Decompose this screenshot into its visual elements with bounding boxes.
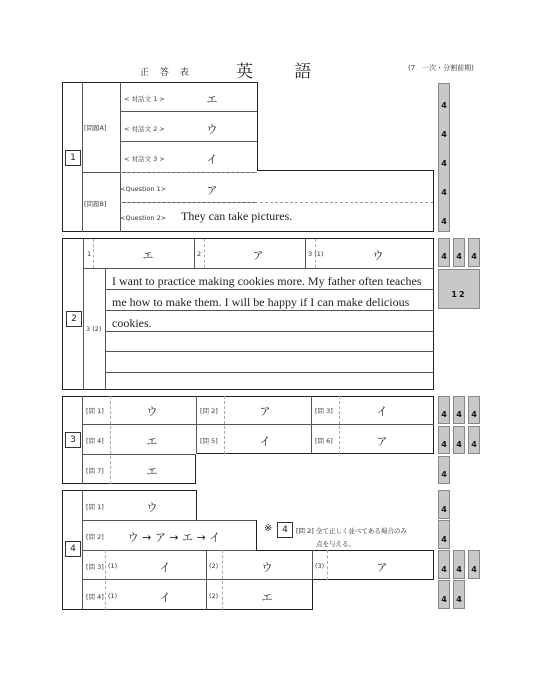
score-value: 12 — [451, 290, 467, 299]
q4-sub-label: (2) — [209, 562, 219, 570]
q4-label: [問 1] — [86, 503, 104, 511]
exam-info: (7 一次・分割前期) — [408, 64, 474, 72]
q1-answer-5: They can take pictures. — [181, 209, 293, 223]
q2-essay-line: cookies. — [112, 316, 152, 330]
q3-answer-2: ア — [259, 405, 271, 418]
q3-label: [問 3] — [315, 407, 333, 415]
q4-label: [問 3] — [86, 563, 104, 571]
q4-sub-label: (1) — [108, 592, 118, 600]
note-mark: ※ — [264, 523, 273, 534]
q2-answer-2: ア — [252, 249, 264, 262]
q3-label: [問 4] — [86, 437, 104, 445]
q2-row-label: 1 — [87, 250, 92, 258]
q3-score-cell — [453, 396, 465, 424]
q4-sub-label: (3) — [315, 562, 325, 570]
q3-score-cell — [438, 396, 450, 424]
note-text-line-2: 点を与える。 — [316, 540, 355, 548]
question-2-number: 2 — [66, 311, 82, 327]
question-3-block — [62, 396, 434, 484]
q1-answer-2: ウ — [206, 123, 218, 136]
score-value: 4 — [456, 595, 462, 604]
score-value: 4 — [456, 410, 462, 419]
score-value: 4 — [456, 440, 462, 449]
q2-essay-score-cell — [438, 269, 480, 309]
question-1-block — [62, 82, 434, 232]
q3-label: [問 6] — [315, 437, 333, 445]
score-value: 4 — [441, 440, 447, 449]
q2-answer-1: エ — [142, 249, 154, 262]
question-4-number: 4 — [65, 541, 81, 557]
score-value: 4 — [441, 188, 447, 197]
score-value: 4 — [471, 565, 477, 574]
q1-row-label: < 対話文 2 > — [124, 125, 165, 133]
q1-score-column — [438, 83, 450, 232]
q4-answer-4-1: イ — [159, 591, 171, 604]
q1-part-a-label: [問題A] — [84, 124, 107, 132]
score-value: 4 — [441, 130, 447, 139]
q4-answer-3-1: イ — [159, 561, 171, 574]
q4-answer-2: ウ → ア → エ → イ — [127, 531, 221, 544]
q3-score-cell — [438, 456, 450, 484]
q2-score-cell — [438, 238, 450, 267]
q4-score-cell — [438, 550, 450, 579]
q4-label: [問 4] — [86, 593, 104, 601]
q2-score-cell — [453, 238, 465, 267]
q2-row-label: 2 — [197, 250, 202, 258]
question-3-number: 3 — [65, 432, 81, 448]
q4-score-cell — [453, 550, 465, 579]
q4-score-cell — [438, 490, 450, 519]
score-value: 4 — [441, 101, 447, 110]
q4-score-cell — [468, 550, 480, 579]
q3-answer-7: エ — [146, 465, 158, 478]
q1-answer-3: イ — [206, 153, 218, 166]
q4-label: [問 2] — [86, 533, 104, 541]
q2-essay-line: me how to make them. I will be happy if I can make delicious — [112, 295, 410, 309]
question-4-block — [62, 490, 434, 610]
doc-type-label: 正 答 表 — [140, 68, 193, 78]
q4-answer-1: ウ — [146, 501, 158, 514]
score-value: 4 — [441, 505, 447, 514]
subject-title: 英 語 — [236, 62, 330, 82]
q2-essay-line: I want to practice making cookies more. My father often teaches — [112, 274, 422, 288]
q4-score-cell — [453, 580, 465, 609]
score-value: 4 — [441, 565, 447, 574]
q3-answer-6: ア — [376, 435, 388, 448]
score-value: 4 — [441, 595, 447, 604]
score-value: 4 — [441, 159, 447, 168]
q3-label: [問 7] — [86, 467, 104, 475]
question-1-number: 1 — [65, 150, 81, 166]
score-value: 4 — [471, 410, 477, 419]
q2-score-cell — [468, 238, 480, 267]
score-value: 4 — [471, 440, 477, 449]
q3-label: [問 2] — [200, 407, 218, 415]
q3-label: [問 5] — [200, 437, 218, 445]
score-value: 4 — [441, 535, 447, 544]
score-value: 4 — [456, 565, 462, 574]
q3-score-cell — [468, 426, 480, 454]
score-value: 4 — [471, 252, 477, 261]
q2-row-label: 3 (1) — [308, 250, 324, 258]
q4-answer-3-3: ア — [376, 561, 388, 574]
q1-row-label: <Question 2> — [120, 214, 167, 222]
q4-sub-label: (1) — [108, 562, 118, 570]
q3-answer-3: イ — [376, 405, 388, 418]
q1-answer-1: エ — [206, 93, 218, 106]
question-2-block — [62, 238, 434, 390]
q2-sub-label: 3 (2) — [86, 325, 102, 333]
q1-part-b-label: [問題B] — [84, 200, 107, 208]
score-value: 4 — [441, 252, 447, 261]
q4-score-cell — [438, 520, 450, 549]
score-value: 4 — [441, 410, 447, 419]
score-value: 4 — [441, 217, 447, 226]
q1-row-label: < 対話文 3 > — [124, 155, 165, 163]
q2-answer-3-1: ウ — [372, 249, 384, 262]
score-value: 4 — [456, 252, 462, 261]
q4-sub-label: (2) — [209, 592, 219, 600]
note-text-line-1: [問 2] 全て正しく並べてある場合のみ — [296, 527, 407, 535]
q1-answer-4: ア — [206, 184, 218, 197]
q3-label: [問 1] — [86, 407, 104, 415]
q3-answer-5: イ — [259, 435, 271, 448]
q4-answer-4-2: エ — [261, 591, 273, 604]
q3-answer-4: エ — [146, 435, 158, 448]
score-value: 4 — [441, 470, 447, 479]
q3-score-cell — [468, 396, 480, 424]
q1-row-label: < 対話文 1 > — [124, 95, 165, 103]
q1-row-label: <Question 1> — [120, 185, 167, 193]
note-question-number: 4 — [277, 522, 293, 538]
q3-score-cell — [438, 426, 450, 454]
q4-answer-3-2: ウ — [261, 561, 273, 574]
q3-answer-1: ウ — [146, 405, 158, 418]
q4-score-cell — [438, 580, 450, 609]
q3-score-cell — [453, 426, 465, 454]
